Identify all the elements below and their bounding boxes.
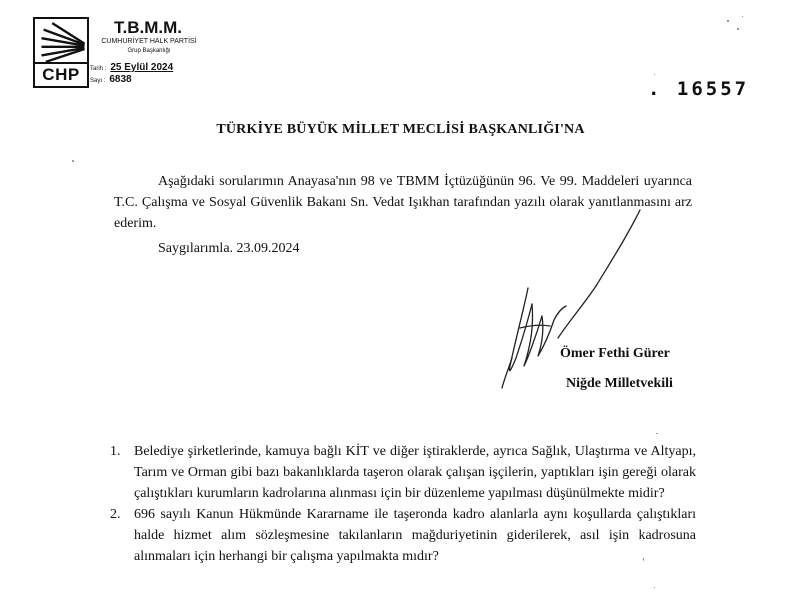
stamp-number-label: Sayı : — [90, 78, 106, 84]
scan-speck — [643, 558, 644, 561]
question-number: 1. — [110, 444, 121, 459]
stamp-org: T.B.M.M. — [114, 18, 182, 37]
signatory-name: Ömer Fethi Gürer — [560, 346, 670, 361]
scan-speck — [72, 160, 74, 162]
stamp-office: Grup Başkanlığı — [127, 48, 171, 54]
chp-logo-emblem — [33, 17, 89, 64]
list-item — [110, 441, 696, 504]
stamp-date-row — [90, 63, 173, 74]
stamp-number-row — [90, 75, 132, 86]
scan-speck — [727, 20, 729, 22]
greeting: Saygılarımla. 23.09.2024 — [158, 241, 300, 256]
stamp-date-label: Tarih : — [90, 66, 107, 72]
scan-speck — [656, 433, 658, 434]
document-number: . 16557 — [648, 78, 750, 100]
scan-speck — [654, 587, 655, 588]
chp-logo: CHP — [33, 62, 89, 88]
handwritten-signature — [498, 208, 648, 393]
document-heading: TÜRKİYE BÜYÜK MİLLET MECLİSİ BAŞKANLIĞI'NA — [216, 122, 585, 137]
signatory-title: Niğde Milletvekili — [566, 376, 673, 391]
list-item — [110, 504, 696, 567]
stamp-number: 6838 — [109, 74, 132, 85]
stamp-party: CUMHURİYET HALK PARTİSİ — [101, 38, 197, 45]
sun-rays-icon — [37, 21, 89, 64]
question-text: Belediye şirketlerinde, kamuya bağlı KİT ve diğer iştiraklerde, ayrıca Sağlık, Ulaştırma ve Altyapı, Tarım ve Orman gibi bazı bakanlıklarda taşeron olarak çalışan işçilerin, yaptıkları işin gereği olarak çalıştıkları kurumların kadrolarına alınması için bir düzenleme yapılması düşünülmekte midir? — [134, 444, 696, 501]
scan-speck — [742, 16, 743, 17]
question-text: 696 sayılı Kanun Hükmünde Kararname ile taşeronda kadro alanlarla aynı koşullarda çalıştıkları halde hizmet alım sözleşmesine takılanların mağduriyetinin giderilerek, asıl işin kadrosuna alınmaları için herhangi bir çalışma yapılmakta mıdır? — [134, 507, 696, 564]
question-list — [110, 441, 696, 567]
scan-speck — [654, 74, 655, 75]
question-number: 2. — [110, 507, 121, 522]
party-stamp — [33, 17, 203, 92]
stamp-date: 25 Eylül 2024 — [110, 62, 174, 73]
intro-text: Aşağıdaki sorularımın Anayasa'nın 98 ve TBMM İçtüzüğünün 96. Ve 99. Maddeleri uyarınca T.C. Çalışma ve Sosyal Güvenlik Bakanı Sn. Vedat Işıkhan tarafından yazılı olarak yanıtlanmasını arz ederim. — [114, 174, 692, 231]
scan-speck — [737, 28, 739, 30]
